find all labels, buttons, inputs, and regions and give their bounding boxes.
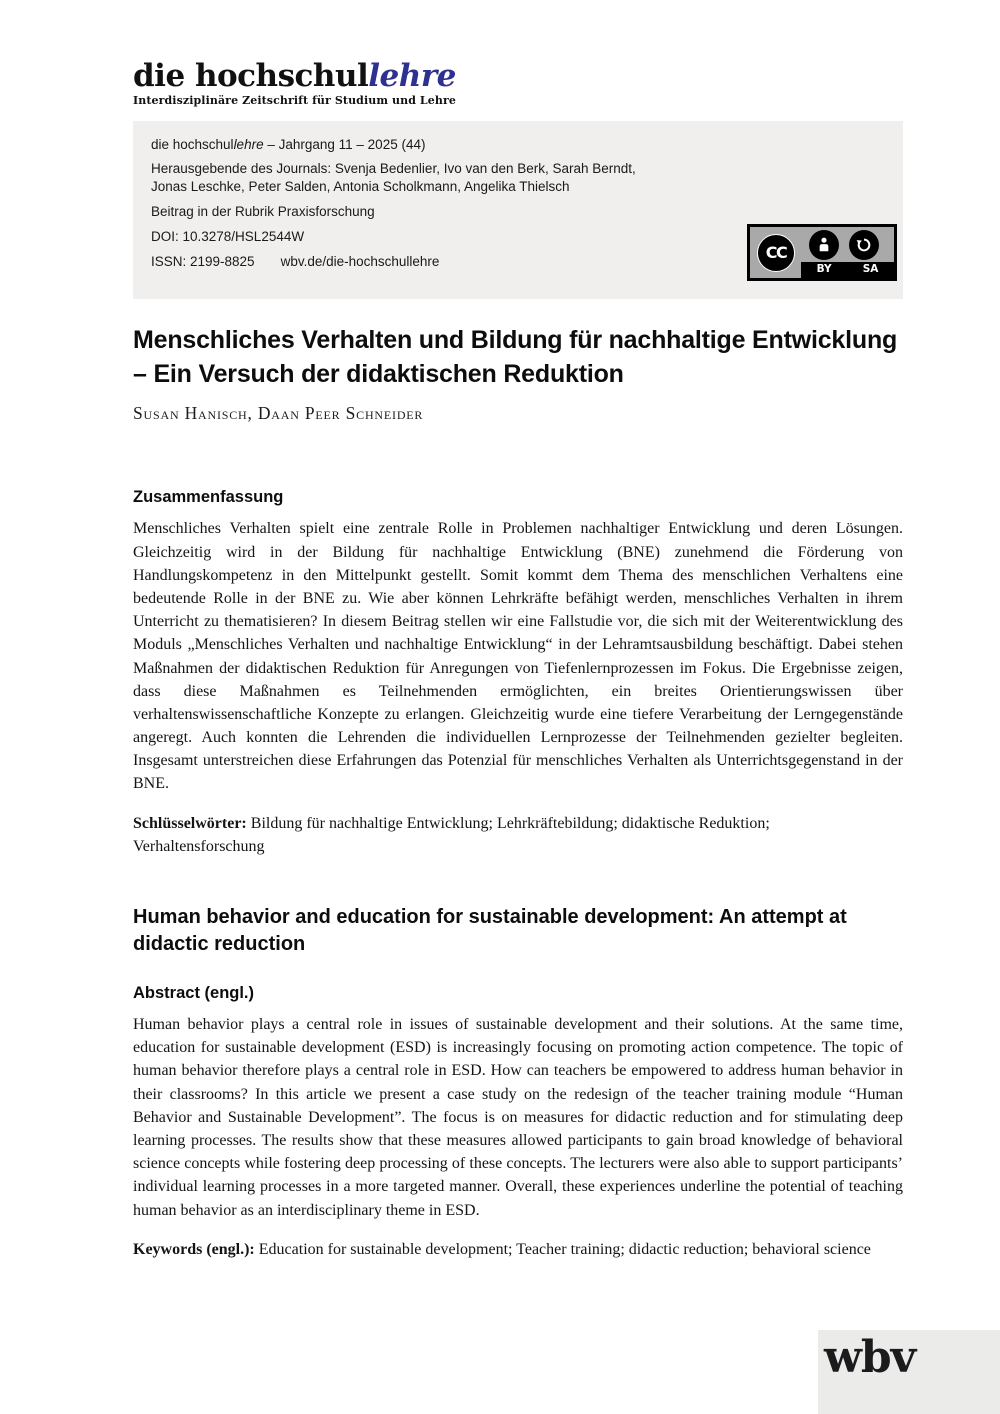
article-title-de: Menschliches Verhalten und Bildung für nachhaltige Entwicklung – Ein Versuch der didaktischen Reduktion [133,326,898,389]
cc-by-sa-license-badge [747,224,897,281]
journal-name-part: die hochschul [151,136,234,152]
doi-line: DOI: 10.3278/HSL2544W [151,228,305,244]
journal-logo [133,60,1000,93]
creative-commons-icon: CC [757,234,795,272]
abstract-en-heading: Abstract (engl.) [133,984,255,1003]
publication-info-box [133,121,903,300]
journal-url: wbv.de/die-hochschullehre [280,253,440,269]
attribution-person-icon [809,230,839,260]
wbv-publisher-logo: wbv [824,1332,916,1383]
sa-label: SA [862,263,879,276]
keywords-de-line [133,812,903,858]
issn-url-line [151,253,671,271]
logo-text-accent: lehre [368,58,456,94]
volume-year-issue: – Jahrgang 11 – 2025 (44) [263,136,426,152]
keywords-en-line [133,1238,903,1261]
journal-name-italic-part: lehre [233,136,264,152]
authors-line: Susan Hanisch, Daan Peer Schneider [133,403,424,424]
rubric-line: Beitrag in der Rubrik Praxisforschung [151,203,375,219]
editors-line: Herausgebende des Journals: Svenja Bedenlier, Ivo van den Berk, Sarah Berndt, Jonas Leschke, Peter Salden, Antonia Scholkmann, Angelika Thielsch [151,161,636,195]
journal-masthead [133,0,1000,107]
abstract-de-text: Menschliches Verhalten spielt eine zentrale Rolle in Problemen nachhaltiger Entwicklung und deren Lösungen. Gleichzeitig wird in der Bildung für nachhaltige Entwicklung (BNE) zunehmend die Förderung von Handlungskompetenz in den Mittelpunkt gestellt. Somit kommt dem Thema des menschlichen Verhaltens eine bedeutende Rolle in der BNE zu. Wie aber können Lehrkräfte befähigt werden, menschliches Verhalten in ihrem Unterricht zu thematisieren? In diesem Beitrag stellen wir eine Fallstudie vor, die sich mit der Weiterentwicklung des Moduls „Menschliches Verhalten und nachhaltige Entwicklung“ in der Lehramtsausbildung beschäftigt. Dabei stehen Maßnahmen der didaktischen Reduktion für Anregungen von Tiefenlernprozessen im Fokus. Die Ergebnisse zeigen, dass diese Maßnahmen es Teilnehmenden ermöglichten, ein breites Orientierungswissen über verhaltenswissenschaftliche Konzepte zu erlangen. Gleichzeitig wurde eine tiefere Verarbeitung der Lerngegenstände angeregt. Auch konnten die Lehrenden die individuellen Lernprozesse der Teilnehmenden gezielter begleiten. Insgesamt unterstreichen diese Erfahrungen das Potenzial für menschliches Verhalten als Unterrichtsgegenstand in der BNE. [133,520,903,793]
keywords-en-list: Education for sustainable development; Teacher training; didactic reduction; behavioral science [254,1240,871,1258]
publisher-logo-box [818,1330,1000,1414]
keywords-en-label: Keywords (engl.): [133,1240,255,1258]
journal-volume-line [151,136,671,154]
article-title-en: Human behavior and education for sustainable development: An attempt at didactic reduction [133,906,847,956]
issn-number: ISSN: 2199-8825 [151,253,255,269]
by-label: BY [816,263,832,276]
license-label-bar [801,262,894,278]
keywords-de-list: Bildung für nachhaltige Entwicklung; Lehrkräftebildung; didaktische Reduktion; Verhaltensforschung [133,814,770,855]
share-alike-icon [849,230,879,260]
abstract-de-heading: Zusammenfassung [133,488,284,507]
abstract-en-text: Human behavior plays a central role in issues of sustainable development and their solutions. At the same time, education for sustainable development (ESD) is increasingly focusing on promoting action competence. The topic of human behavior therefore plays a central role in ESD. How can teachers be empowered to address human behavior in their classrooms? In this article we present a case study on the redesign of the teacher training module “Human Behavior and Sustainable Development”. The focus is on measures for didactic reduction and for stimulating deep learning processes. The results show that these measures allowed participants to gain broad knowledge of behavioral science concepts while fostering deep processing of these concepts. The lecturers were also able to support participants’ individual learning processes in a more targeted manner. Overall, these experiences underline the potential of teaching human behavior as an interdisciplinary theme in ESD. [133,1016,903,1219]
logo-text-main: die hochschul [133,58,369,94]
journal-tagline: Interdisziplinäre Zeitschrift für Studium und Lehre [133,93,456,107]
keywords-de-label: Schlüsselwörter: [133,814,247,832]
